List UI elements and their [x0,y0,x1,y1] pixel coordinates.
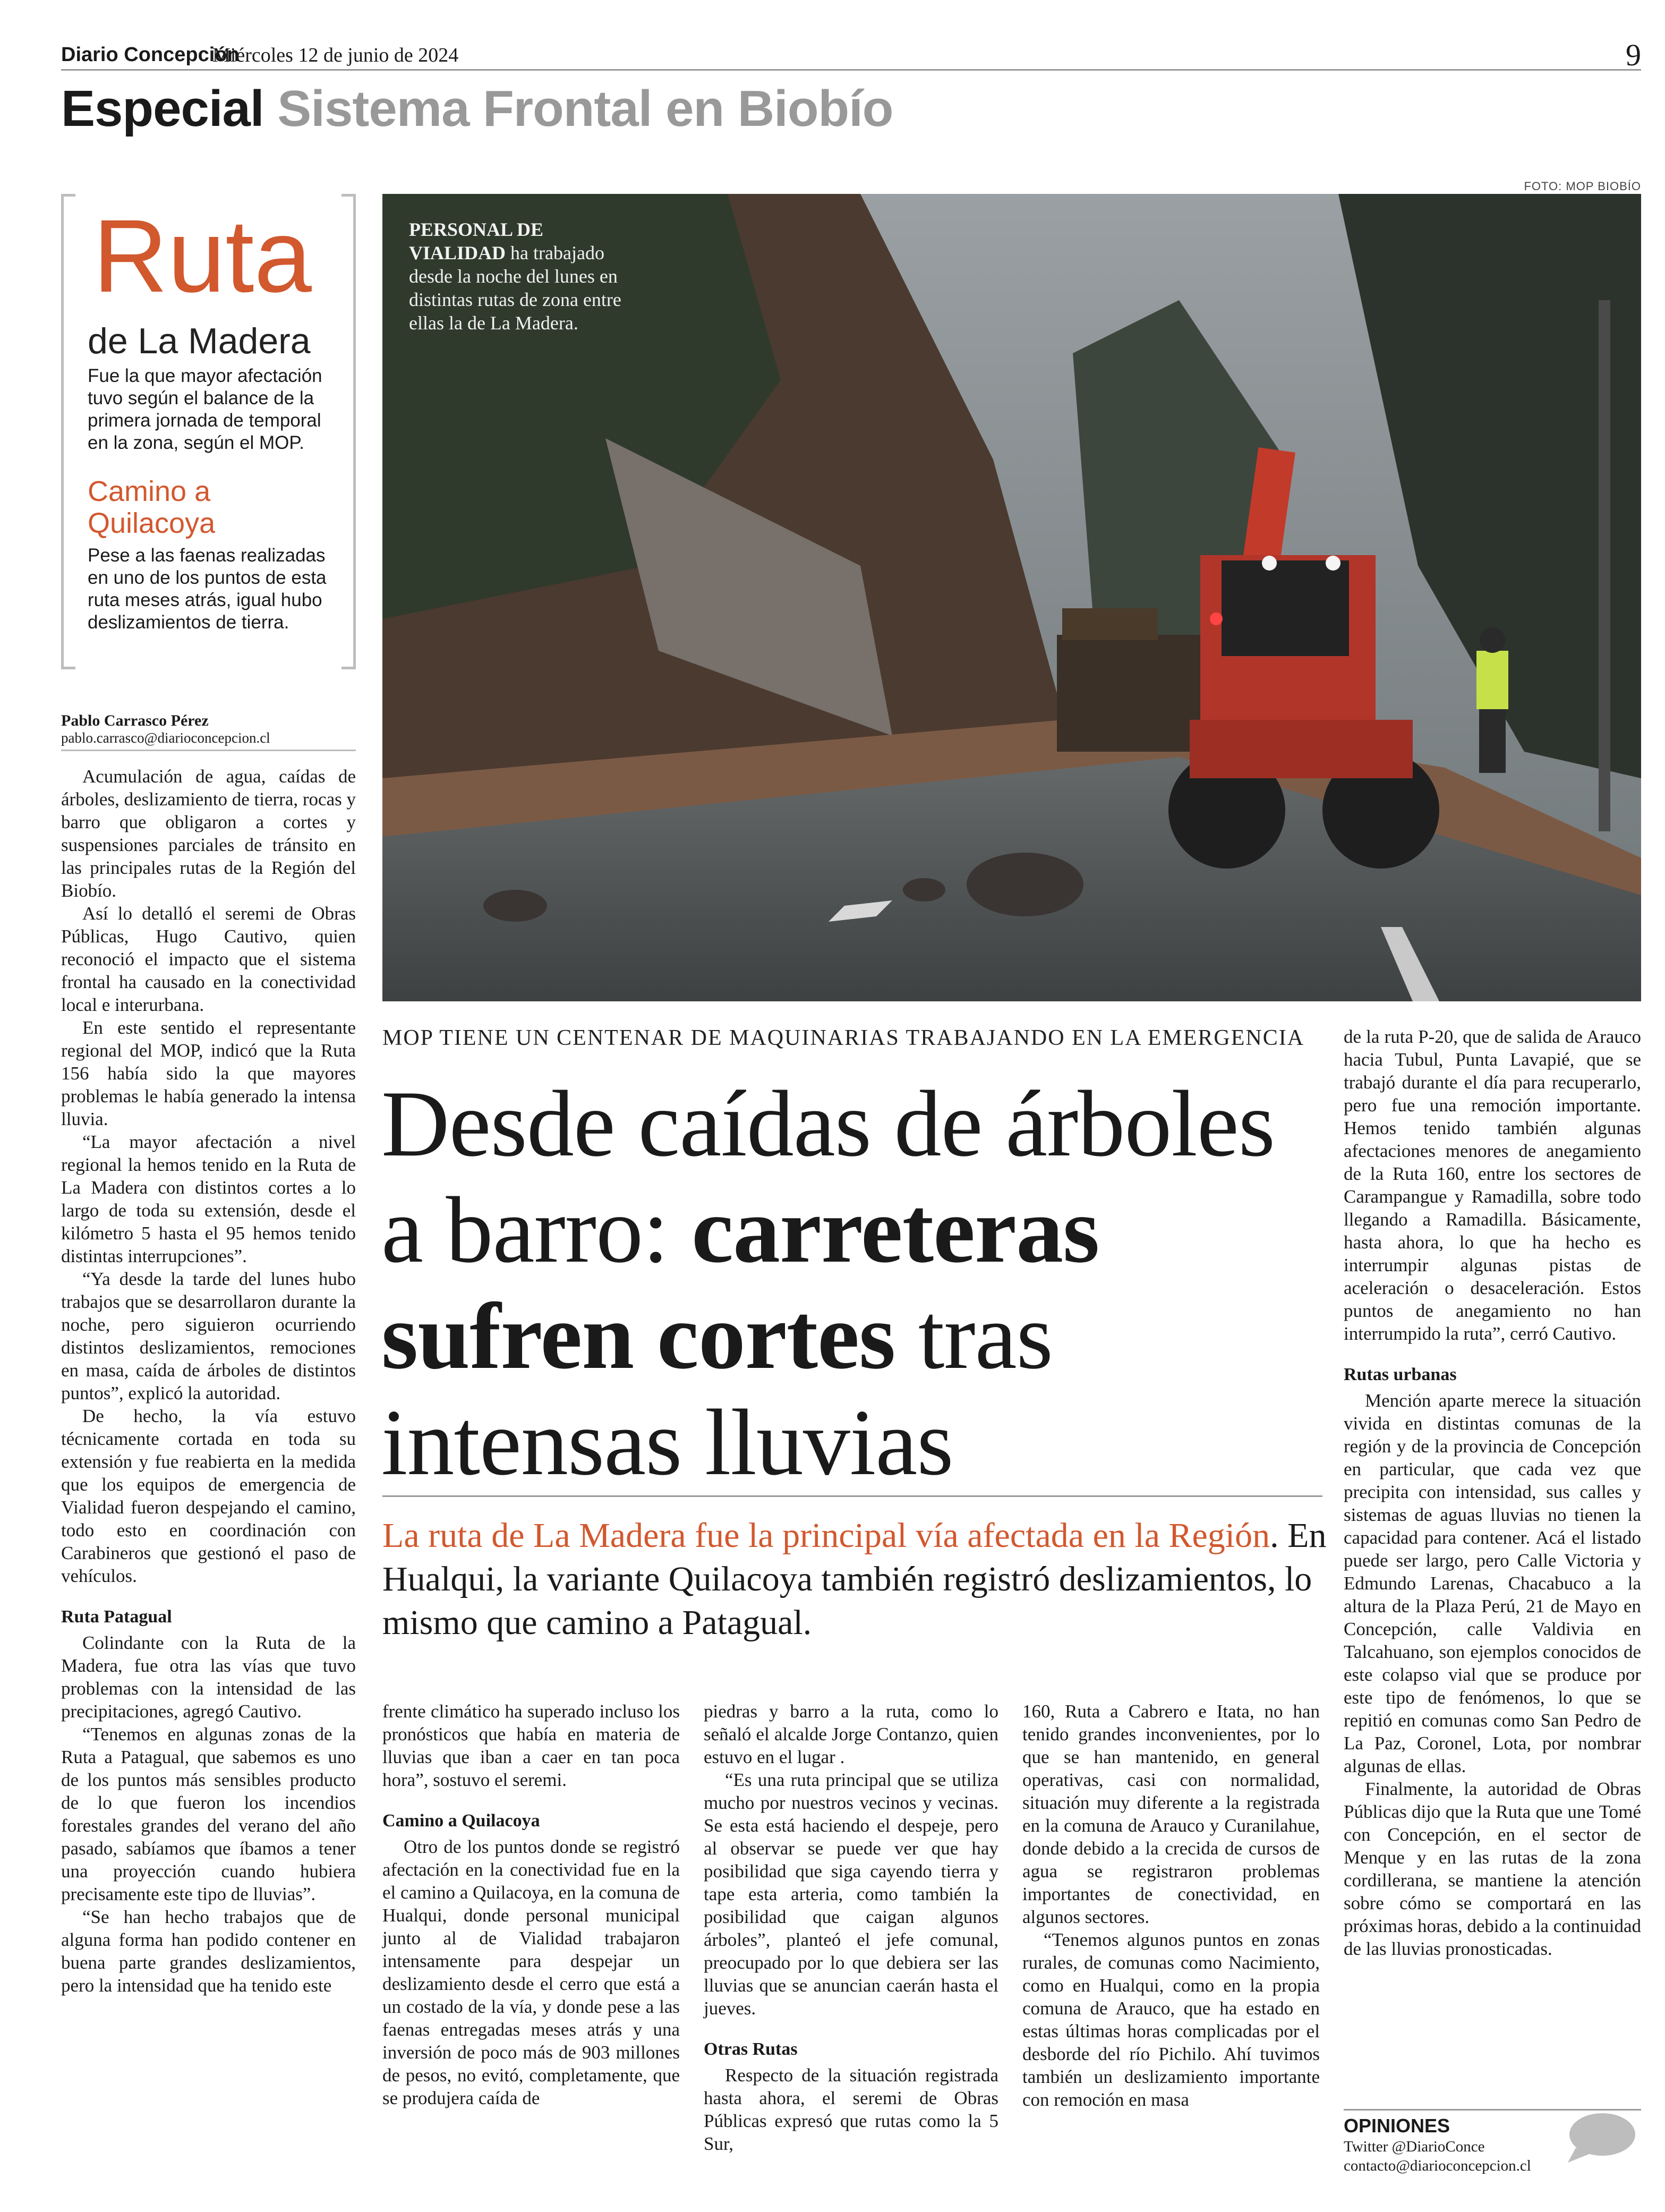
article-kicker: MOP TIENE UN CENTENAR DE MAQUINARIAS TRABAJANDO EN LA EMERGENCIA [382,1026,1305,1050]
headline-part-2: tras intensas lluvias [381,1283,1053,1495]
paragraph: de la ruta P-20, que de salida de Arauco hacia Tubul, Punta Lavapié, que se trabajó durante el día para recuperarlo, pero fue una remoción importante. Hemos tenido también algunas afectaciones menores de anegamiento de la Ruta 160, entre los sectores de Carampangue y Ramadilla, sobre todo llegando a Ramadilla. Básicamente, hasta ahora, lo que ha hecho es interrumpir algunas pistas de aceleración o desaceleración. Estos puntos de anegamiento no han interrumpido la ruta”, cerró Cautivo. [1344,1026,1641,1344]
paragraph: frente climático ha superado incluso los pronósticos que había en materia de lluvias que iban a caer en tan poca hora”, sostuvo el seremi. [382,1701,680,1790]
page-number: 9 [1626,38,1641,72]
article-lede [382,1514,1333,1645]
paragraph: “La mayor afectación a nivel regional la hemos tenido en la Ruta de La Madera con distintos cortes a lo largo de toda su extensión, desde el kilómetro 5 hasta el 95 hemos tenido distintas interrupciones”. [61,1131,356,1266]
author-email[interactable]: pablo.carrasco@diarioconcepcion.cl [61,730,270,746]
subheading: Rutas urbanas [1344,1365,1457,1384]
column-5 [1344,1025,1641,1960]
paragraph: Respecto de la situación registrada hasta ahora, el seremi de Obras Públicas expresó que rutas como la 5 Sur, [704,2065,998,2154]
paragraph: “Se han hecho trabajos que de alguna forma han podido contener en buena parte grandes deslizamientos, pero la intensidad que ha tenido este [61,1907,356,1996]
byline [61,712,356,751]
speech-bubble-icon [1562,2111,1637,2164]
opinions-email[interactable]: contacto@diarioconcepcion.cl [1344,2157,1531,2174]
section-topic: Sistema Frontal en Biobío [277,80,893,137]
caption-bold: PERSONAL DE VIALIDAD [409,219,544,263]
headline-bold: carreteras sufren cortes [381,1177,1099,1389]
opinions-box [1344,2109,1641,2174]
sidebar-heading-2: Camino a Quilacoya [88,475,216,539]
column-3 [704,1700,998,2155]
paragraph: Finalmente, la autoridad de Obras Públicas dijo que la Ruta que une Tomé con Concepción, en el sector de Menque y en las rutas de la zona cordillerana, se mantiene la atención sobre cómo se comportará en las próximas horas, debido a la continuidad de las lluvias pronosticadas. [1344,1779,1641,1959]
column-2 [382,1700,680,2109]
sidebar-text-1: Fue la que mayor afectación tuvo según el balance de la primera jornada de temporal en la zona, según el MOP. [88,365,322,453]
subheading: Ruta Patagual [61,1607,172,1627]
author-name: Pablo Carrasco Pérez [61,712,209,729]
lede-accent: La ruta de La Madera fue la principal vía afectada en la Región [382,1516,1270,1555]
column-1 [61,765,356,1997]
sidebar-subtitle: de La Madera [88,321,311,361]
paragraph: “Ya desde la tarde del lunes hubo trabajos que se desarrollaron durante la noche, pero siguieron ocurriendo distintos deslizamientos, remociones en masa, caída de árboles de distintos puntos”, explicó la autoridad. [61,1269,356,1403]
paragraph: Así lo detalló el seremi de Obras Públicas, Hugo Cautivo, quien reconoció el impacto que el sistema frontal ha causado en la conectividad local e interurbana. [61,903,356,1015]
article-headline [381,1070,1337,1495]
newspaper-brand: Diario Concepción [61,44,240,66]
paragraph: “Tenemos algunos puntos en zonas rurales, de comunas como Nacimiento, como en Hualqui, como en la propia comuna de Arauco, que ha estado en estas últimas horas complicadas por el desborde del río Pichilo. Ahí tuvimos también un deslizamiento importante con remoción en masa [1022,1929,1320,2110]
subheading: Camino a Quilacoya [382,1811,540,1831]
sidebar-text-2: Pese a las faenas realizadas en uno de los puntos de esta ruta meses atrás, igual hubo deslizamientos de tierra. [88,545,327,633]
section-label: Especial [61,80,264,137]
headline-part-1: Desde caídas de árboles a barro: [381,1071,1275,1282]
caption-text: ha trabajado desde la noche del lunes en distintas rutas de zona entre ellas la de La Madera. [409,242,621,334]
subheading: Otras Rutas [704,2039,798,2059]
photo-credit: FOTO: MOP BIOBÍO [1524,180,1641,193]
paragraph: “Es una ruta principal que se utiliza mucho por nuestros vecinos y vecinas. Se esta está haciendo el despeje, pero al observar se puede ver que hay posibilidad que siga cayendo tierra y tape esta arteria, como también la posibilidad que caigan algunos árboles”, planteó el jefe comunal, preocupado por lo que debiera ser las lluvias que se anuncian caerán hasta el jueves. [704,1769,998,2019]
opinions-twitter[interactable]: Twitter @DiarioConce [1344,2138,1485,2155]
column-4 [1022,1700,1320,2111]
sidebar-big-word: Ruta [93,198,312,314]
lede-text: . En Hualqui, la variante Quilacoya también registró deslizamientos, lo mismo que camino a Patagual. [382,1516,1327,1642]
issue-date: Miércoles 12 de junio de 2024 [212,44,459,66]
paragraph: Colindante con la Ruta de la Madera, fue otra las vías que tuvo problemas con la intensidad de las precipitaciones, agregó Cautivo. [61,1632,356,1722]
headline-divider [382,1495,1322,1497]
paragraph: En este sentido el representante regional del MOP, indicó que la Ruta 156 había sido la que mayores problemas le había generado la intensa lluvia. [61,1017,356,1129]
paragraph: Otro de los puntos donde se registró afectación en la conectividad fue en la el camino a Quilacoya, en la comuna de Hualqui, donde personal municipal junto al de Vialidad trabajaron intensamente para despejar un deslizamiento desde el cerro que está a un costado de la vía, y donde pese a las faenas entregadas meses atrás y una inversión de poco más de 903 millones de pesos, no evitó, completamente, que se produjera caída de [382,1836,680,2108]
paragraph: 160, Ruta a Cabrero e Itata, no han tenido grandes inconvenientes, por lo que se han mantenido, en general operativas, casi con normalidad, situación muy diferente a la registrada en la comuna de Arauco y Curanilahue, donde debido a la crecida de cursos de agua se registraron problemas importantes de conectividad, en algunos sectores. [1022,1701,1320,1927]
paragraph: piedras y barro a la ruta, como lo señaló el alcalde Jorge Contanzo, quien estuvo en el lugar . [704,1701,998,1767]
section-title [61,80,893,138]
bracket-right [341,194,356,669]
page-header [61,37,1641,71]
bracket-left [61,194,75,669]
paragraph: Mención aparte merece la situación vivida en distintas comunas de la región y de la provincia de Concepción en particular, que cada vez que precipita con intensidad, sus calles y sistemas de aguas lluvias no tienen la capacidad para contener. Acá el listado puede ser largo, pero Calle Victoria y Edmundo Larenas, Chacabuco a la altura de la Plaza Perú, 21 de Mayo en Concepción, calle Valdivia en Talcahuano, son ejemplos conocidos de este colapso vial que se produce por este tipo de fenómenos, lo que se repitió en comunas como San Pedro de La Paz, Coronel, Lota, por nombrar algunas de ellas. [1344,1390,1641,1776]
paragraph: “Tenemos en algunas zonas de la Ruta a Patagual, que sabemos es uno de los puntos más sensibles producto de lo que fueron los incendios forestales grandes del verano del año pasado, sabíamos que íbamos a tener una proyección cuando hubiera precisamente este tipo de lluvias”. [61,1724,356,1904]
sidebar-box [61,194,356,664]
opinions-title: OPINIONES [1344,2115,1450,2137]
paragraph: Acumulación de agua, caídas de árboles, deslizamiento de tierra, rocas y barro que obligaron a cortes y suspensiones parciales de tránsito en las principales rutas de la Región del Biobío. [61,766,356,901]
paragraph: De hecho, la vía estuvo técnicamente cortada en toda su extensión y fue reabierta en la medida que los equipos de emergencia de Vialidad fueron despejando el camino, todo esto en coordinación con Carabineros que gestionó el paso de vehículos. [61,1406,356,1586]
photo-caption [409,218,621,335]
